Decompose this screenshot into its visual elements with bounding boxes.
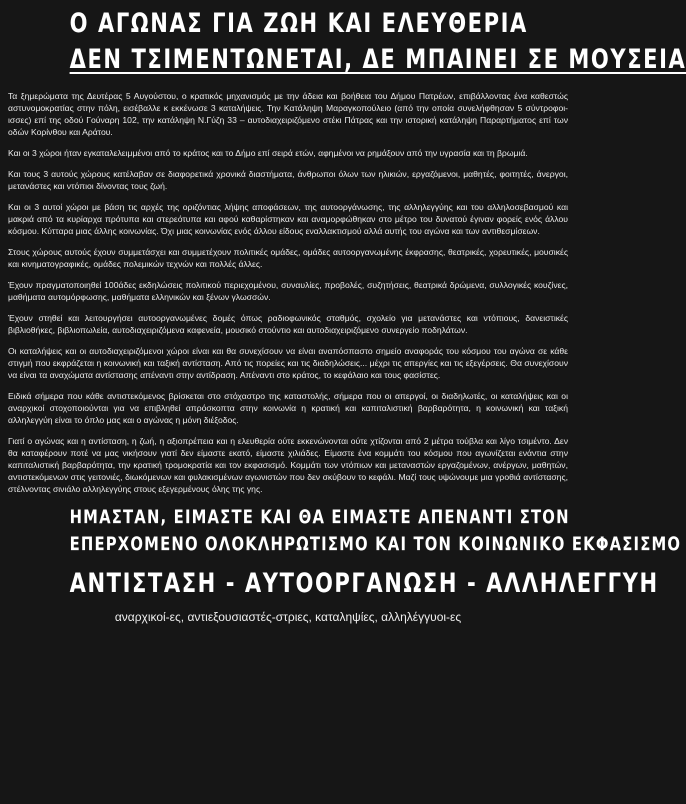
closing-line-2: ΕΠΕΡΧΟΜΕΝΟ ΟΛΟΚΛΗΡΩΤΙΣΜΟ ΚΑΙ ΤΟΝ ΚΟΙΝΩΝΙΚΟ ΕΚΦΑΣΙΣΜΟ [69,533,682,555]
paragraph: Και οι 3 αυτοί χώροι με βάση τις αρχές της οριζόντιας λήψης αποφάσεων, της αυτοοργάνωσης, της αλληλεγγύης και του αλληλοσεβασμού και μακριά από τα κυρίαρχα πρότυπα και στερεότυπα και αφού καθαρίστηκαν και αναμορφώθηκαν στο μέτρο του δυνατού έγιναν φορείς ενός άλλου κόσμου. Κύτταρα μιας άλλης κοινωνίας. Όχι μιας κοινωνίας ενός άλλου είδους εναλλακτισμού αλλά αυτής του αγώνα και των αντιθεσμίσεων. [8,202,568,236]
body-text [8,90,568,495]
paragraph: Γιατί ο αγώνας και η αντίσταση, η ζωή, η αξιοπρέπεια και η ελευθερία ούτε εκκενώνονται ούτε χτίζονται από 2 μέτρα τούβλα και λίγο τσιμέντο. Δεν θα καταφέρουν ποτέ να μας νικήσουν γιατί δεν είμαστε εκατό, είμαστε χιλιάδες. Είμαστε ένα κομμάτι του κόσμου που αγωνίζεται ενάντια στην καπιταλιστική βαρβαρότητα, την κρατική τρομοκρατία και τον εκφασισμό. Κομμάτι των ντόπιων και μεταναστών εργαζομένων, ανέργων, μαθητών, αντιστεκόμενων στις γειτονιές, διωκόμενων και φυλακισμένων αγωνιστών που δεν σκύβουν το κεφάλι. Μαζί τους υψώνουμε μια γροθιά αντίστασης, στέλνοντας σινιάλο αλληλεγγύης στους εξεγερμένους όλης της γης. [8,436,568,494]
paragraph: Ειδικά σήμερα που κάθε αντιστεκόμενος βρίσκεται στο στόχαστρο της καταστολής, σήμερα που οι απεργοί, οι διαδηλωτές, οι καταλήψεις και οι αναρχικοί στοχοποιούνται για να επιβληθεί απρόσκοπτα στην κοινωνία η κρατική και καπιταλιστική βαρβαρότητα, η κοινωνική και ταξική αλληλεγγύη είναι το όπλο μας και ο αγώνας η μόνη διέξοδος. [8,391,568,425]
headline-secondary: ΔΕΝ ΤΣΙΜΕΝΤΩΝΕΤΑΙ, ΔΕ ΜΠΑΙΝΕΙ ΣΕ ΜΟΥΣΕΙΑ [69,44,686,75]
paragraph: Στους χώρους αυτούς έχουν συμμετάσχει και συμμετέχουν πολιτικές ομάδες, ομάδες αυτοοργανωμένης έκφρασης, θεατρικές, χορευτικές, μουσικές και κινηματογραφικές, ομάδες πολεμικών τεχνών και πολλές άλλες. [8,247,568,269]
paragraph: Τα ξημερώματα της Δευτέρας 5 Αυγούστου, ο κρατικός μηχανισμός με την άδεια και βοήθεια του Δήμου Πατρέων, επιβάλλοντας ένα καθεστώς αστυνομοκρατίας στην πόλη, εισέβαλλε κ εκκένωσε 3 καταλήψεις. Την Κατάληψη Μαραγκοπούλειο (από την οποία συνελήφθησαν 5 σύντροφοι-ισσες) επί της οδού Γούναρη 102, την κατάληψη Ν.Γύζη 33 – αυτοδιαχειριζόμενο στέκι Πάτρας και την ιστορική κατάληψη Παραρτήματος επί των οδών Κορίνθου και Αράτου. [8,91,568,137]
headline-primary: Ο ΑΓΩΝΑΣ ΓΙΑ ΖΩΗ ΚΑΙ ΕΛΕΥΘΕΡΙΑ [69,8,528,39]
closing-statement [8,504,682,558]
paragraph: Έχουν στηθεί και λειτουργήσει αυτοοργανωμένες δομές όπως ραδιοφωνικός σταθμός, σχολείο για μετανάστες και ντόπιους, δανειστικές βιβλιοθήκες, βιβλιοπωλεία, αυτοδιαχειριζόμενα καφενεία, μουσικό στούντιο και αυτοδιαχειριζόμενο συνεργείο ποδηλάτων. [8,313,568,335]
closing-line-1: ΗΜΑΣΤΑΝ, ΕΙΜΑΣΤΕ ΚΑΙ ΘΑ ΕΙΜΑΣΤΕ ΑΠΕΝΑΝΤΙ ΣΤΟΝ [69,506,570,528]
paragraph: Οι καταλήψεις και οι αυτοδιαχειριζόμενοι χώροι είναι και θα συνεχίσουν να είναι αναπόσπαστο σημείο αναφοράς του κόσμου του αγώνα σε κάθε στιγμή που εκφράζεται η κοινωνική και ταξική αντίσταση. Από τις πορείες και τις διαδηλώσεις... μέχρι τις απεργίες και τις εξεγέρσεις. Θα συνεχίσουν να είναι τα αναχώματα αντίστασης απέναντι στην αντίδραση. Απέναντι στο κράτος, το κεφάλαιο και τους φασίστες. [8,346,568,380]
paragraph: Και τους 3 αυτούς χώρους κατέλαβαν σε διαφορετικά χρονικά διαστήματα, άνθρωποι όλων των ηλικιών, εργαζόμενοι, μαθητές, φοιτητές, άνεργοι, μετανάστες και ντόπιοι δίνοντας τους ζωή. [8,169,568,191]
paragraph: Έχουν πραγματοποιηθεί 100άδες εκδηλώσεις πολιτικού περιεχομένου, συναυλίες, προβολές, συζητήσεις, θεατρικά δρώμενα, συλλογικές κουζίνες, μαθήματα αυτομόρφωσης, μαθήματα ελληνικών και ξένων γλωσσών. [8,280,568,302]
signature: αναρχικοί-ες, αντιεξουσιαστές-στριες, καταληψίες, αλληλέγγυοι-ες [114,610,462,624]
slogan: ΑΝΤΙΣΤΑΣΗ - ΑΥΤΟΟΡΓΑΝΩΣΗ - ΑΛΛΗΛΕΓΓΥΗ [69,568,659,599]
paragraph: Και οι 3 χώροι ήταν εγκαταλελειμμένοι από το κράτος και το Δήμο επί σειρά ετών, αφημένοι να ρημάξουν από την υγρασία και τη βρωμιά. [8,148,528,158]
